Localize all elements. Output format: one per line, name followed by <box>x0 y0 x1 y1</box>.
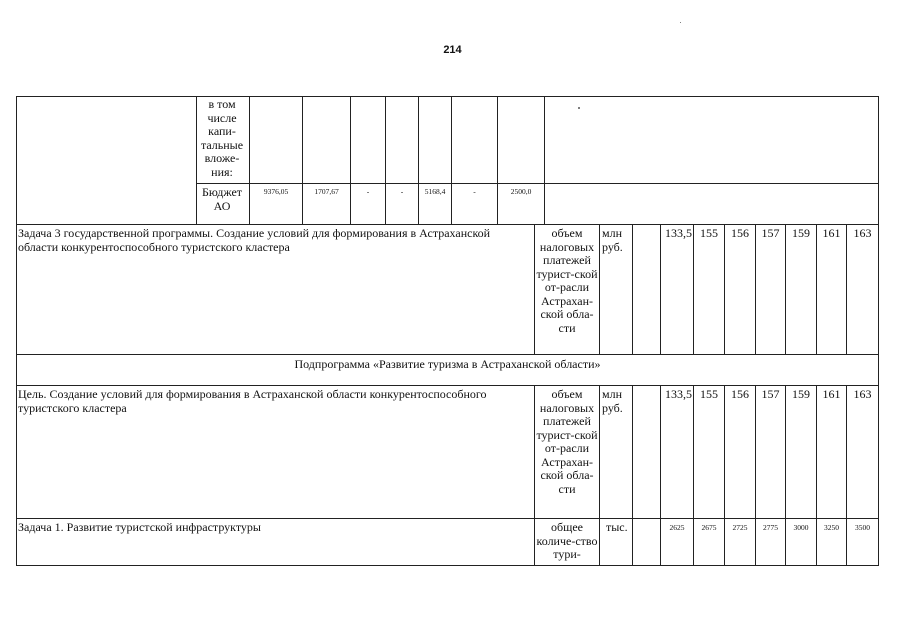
goal-value: 156 <box>731 387 749 401</box>
task3-value: 163 <box>853 226 872 240</box>
task3-description: Задача 3 государственной программы. Создание условий для формирования в Астраханской области конкурентоспособного туристского кластера <box>18 226 491 254</box>
budget-value: 5168,4 <box>424 187 446 196</box>
subprogram-header: Подпрограмма «Развитие туризма в Астраханской области» <box>294 357 601 371</box>
budget-value: 9376,05 <box>263 187 289 196</box>
page-number: 214 <box>443 44 462 56</box>
budget-value: - <box>400 187 404 196</box>
goal-value: 157 <box>761 387 780 401</box>
task1-value: 2625 <box>669 523 685 532</box>
task3-value: 159 <box>792 226 810 240</box>
goal-indicator: объем налоговых платежей турист-ской от-расли Астрахан-ской обла-сти <box>536 387 598 496</box>
task3-unit: млн руб. <box>602 226 623 254</box>
budget-value: 1707,67 <box>314 187 339 196</box>
task1-value: 3500 <box>855 523 870 532</box>
task3-indicator: объем налоговых платежей турист-ской от-расли Астрахан-ской обла-сти <box>536 226 598 335</box>
task3-value: 161 <box>822 226 841 240</box>
goal-value: 161 <box>822 387 841 401</box>
task1-description: Задача 1. Развитие туристской инфраструктуры <box>18 520 261 534</box>
budget-ao-label: Бюджет АО <box>201 185 243 213</box>
task3-value: 155 <box>700 226 718 240</box>
budget-value: - <box>366 187 370 196</box>
task1-unit: тыс. <box>606 520 628 534</box>
scan-speck <box>680 22 681 23</box>
goal-value: 155 <box>700 387 718 401</box>
task3-value: 157 <box>761 226 780 240</box>
task1-indicator: общее количе-ство тури- <box>536 520 598 561</box>
task1-value: 3250 <box>824 523 839 532</box>
goal-unit: млн руб. <box>602 387 623 415</box>
scan-speck <box>578 107 580 109</box>
goal-value: 163 <box>853 387 872 401</box>
budget-value: 2500,0 <box>510 187 532 196</box>
goal-value: 133,5 <box>665 387 692 401</box>
goal-value: 159 <box>792 387 810 401</box>
including-capital-investments-label: в том числе капи-тальные вложе-ния: <box>200 97 244 179</box>
task3-value: 133,5 <box>665 226 692 240</box>
task1-value: 2775 <box>763 523 778 532</box>
task1-value: 2675 <box>701 523 717 532</box>
goal-description: Цель. Создание условий для формирования в Астраханской области конкурентоспособного туристского кластера <box>18 387 487 415</box>
task1-value: 2725 <box>732 523 748 532</box>
task1-value: 3000 <box>793 523 809 532</box>
task3-value: 156 <box>731 226 749 240</box>
budget-value: - <box>473 187 476 196</box>
